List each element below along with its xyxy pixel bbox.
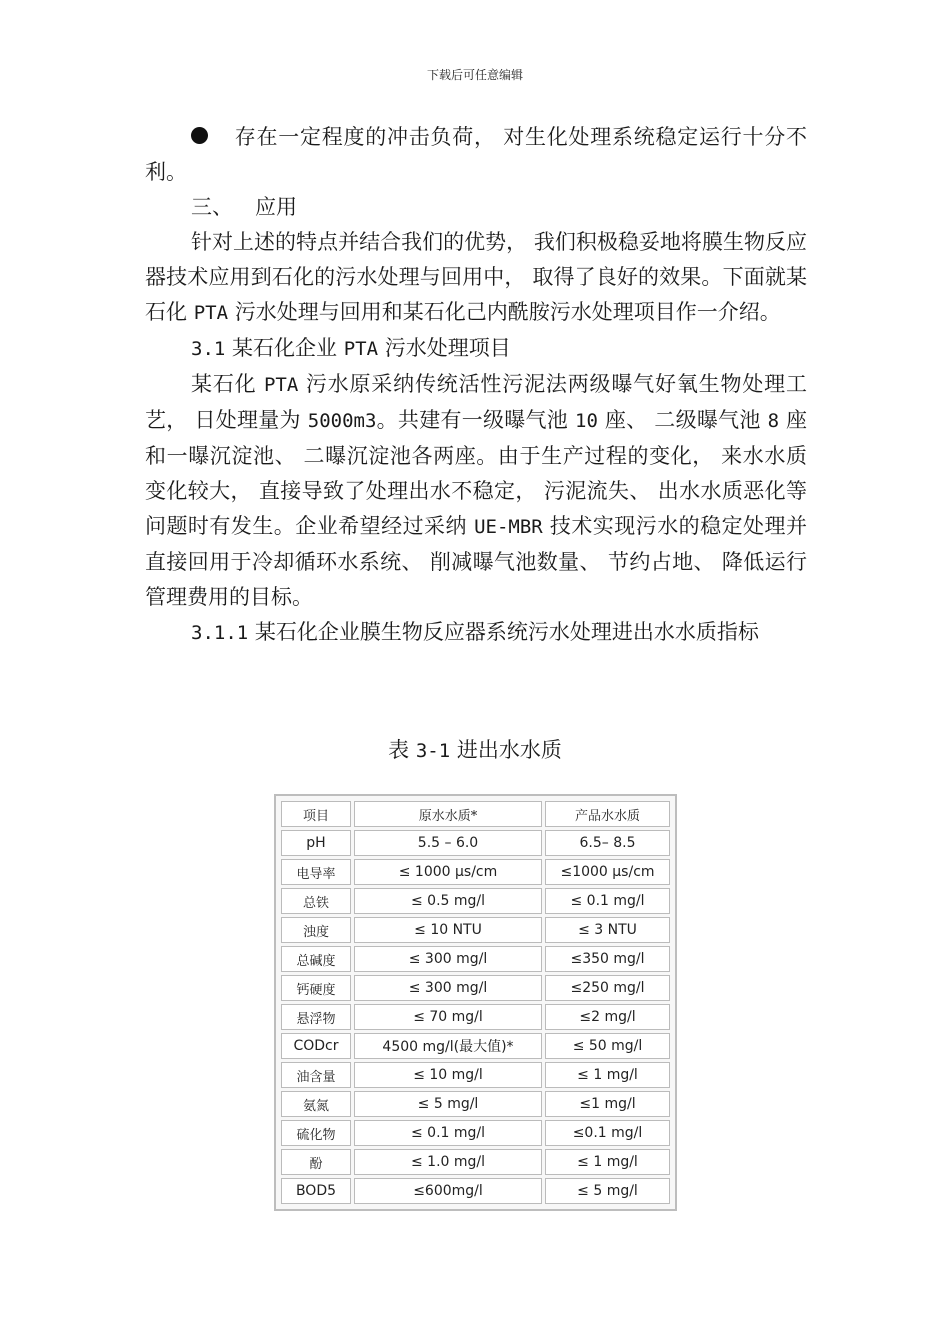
header-cell-raw-water: 原水水质* [354, 801, 542, 827]
parameter-cell: 油含量 [281, 1062, 351, 1088]
product-water-value-cell: ≤ 3 NTU [545, 917, 670, 943]
product-water-value-cell: 6.5– 8.5 [545, 830, 670, 856]
parameter-cell: 酚 [281, 1149, 351, 1175]
raw-water-value-cell: ≤ 10 NTU [354, 917, 542, 943]
table-row [281, 1149, 670, 1175]
bullet-text: 存在一定程度的冲击负荷， 对生化处理系统稳定运行十分不利。 [145, 125, 807, 184]
water-quality-table [274, 794, 677, 1211]
raw-water-value-cell: ≤ 0.1 mg/l [354, 1120, 542, 1146]
product-water-value-cell: ≤250 mg/l [545, 975, 670, 1001]
subsection-3-1-heading: 3.1 某石化企业 PTA 污水处理项目 [191, 336, 511, 360]
parameter-cell: 钙硬度 [281, 975, 351, 1001]
raw-water-value-cell: 4500 mg/l(最大值)* [354, 1033, 542, 1059]
raw-water-value-cell: ≤ 70 mg/l [354, 1004, 542, 1030]
product-water-value-cell: ≤ 1 mg/l [545, 1062, 670, 1088]
table-row [281, 1033, 670, 1059]
raw-water-value-cell: ≤ 5 mg/l [354, 1091, 542, 1117]
parameter-cell: 氨氮 [281, 1091, 351, 1117]
raw-water-value-cell: ≤ 300 mg/l [354, 975, 542, 1001]
table-row [281, 1062, 670, 1088]
section-heading [145, 190, 807, 225]
subsection-3-1-1-heading: 3.1.1 某石化企业膜生物反应器系统污水处理进出水水质指标 [191, 620, 759, 644]
raw-water-value-cell: ≤ 10 mg/l [354, 1062, 542, 1088]
header-cell-product-water: 产品水水质 [545, 801, 670, 827]
table-row [281, 1120, 670, 1146]
page-header-note: 下载后可任意编辑 [426, 68, 523, 82]
table-row [281, 917, 670, 943]
parameter-cell: 悬浮物 [281, 1004, 351, 1030]
table-row [281, 975, 670, 1001]
parameter-cell: 总铁 [281, 888, 351, 914]
bullet-paragraph [145, 120, 807, 190]
product-water-value-cell: ≤2 mg/l [545, 1004, 670, 1030]
parameter-cell: 电导率 [281, 859, 351, 885]
bullet-icon [191, 127, 208, 144]
raw-water-value-cell: ≤ 1000 μs/cm [354, 859, 542, 885]
raw-water-value-cell: ≤ 300 mg/l [354, 946, 542, 972]
intro-paragraph: 针对上述的特点并结合我们的优势， 我们积极稳妥地将膜生物反应器技术应用到石化的污水处理与回用中， 取得了良好的效果。下面就某石化 PTA 污水处理与回用和某石化己内酰胺污水处理项目作一介绍。 [145, 230, 807, 324]
parameter-cell: 总碱度 [281, 946, 351, 972]
table-row [281, 859, 670, 885]
table-row [281, 1091, 670, 1117]
document-body [145, 120, 807, 651]
table-row [281, 1178, 670, 1204]
parameter-cell: CODcr [281, 1033, 351, 1059]
raw-water-value-cell: ≤ 0.5 mg/l [354, 888, 542, 914]
raw-water-value-cell: ≤600mg/l [354, 1178, 542, 1204]
parameter-cell: 浊度 [281, 917, 351, 943]
raw-water-value-cell: ≤ 1.0 mg/l [354, 1149, 542, 1175]
product-water-value-cell: ≤350 mg/l [545, 946, 670, 972]
raw-water-value-cell: 5.5 – 6.0 [354, 830, 542, 856]
table-row [281, 888, 670, 914]
product-water-value-cell: ≤ 0.1 mg/l [545, 888, 670, 914]
table-row [281, 946, 670, 972]
product-water-value-cell: ≤0.1 mg/l [545, 1120, 670, 1146]
product-water-value-cell: ≤ 1 mg/l [545, 1149, 670, 1175]
table-row [281, 1004, 670, 1030]
parameter-cell: 硫化物 [281, 1120, 351, 1146]
project-description-paragraph: 某石化 PTA 污水原采纳传统活性污泥法两级曝气好氧生物处理工艺， 日处理量为 5000m3。共建有一级曝气池 10 座、 二级曝气池 8 座和一曝沉淀池、 二曝沉淀池各两座。由于生产过程的变化， 来水水质变化较大， 直接导致了处理出水不稳定， 污泥流失、 出水水质恶化等问题时有发生。企业希望经过采纳 UE-MBR 技术实现污水的稳定处理并直接回用于冷却循环水系统、 削减曝气池数量、 节约占地、 降低运行管理费用的目标。 [145, 372, 807, 609]
section-number: 三、 [191, 195, 233, 219]
table-row [281, 830, 670, 856]
parameter-cell: pH [281, 830, 351, 856]
table-caption: 表 3-1 进出水水质 [388, 738, 562, 762]
parameter-cell: BOD5 [281, 1178, 351, 1204]
section-title: 应用 [255, 195, 297, 219]
table-header-row [281, 801, 670, 827]
product-water-value-cell: ≤ 50 mg/l [545, 1033, 670, 1059]
product-water-value-cell: ≤1000 μs/cm [545, 859, 670, 885]
header-cell-item: 项目 [281, 801, 351, 827]
product-water-value-cell: ≤ 5 mg/l [545, 1178, 670, 1204]
product-water-value-cell: ≤1 mg/l [545, 1091, 670, 1117]
